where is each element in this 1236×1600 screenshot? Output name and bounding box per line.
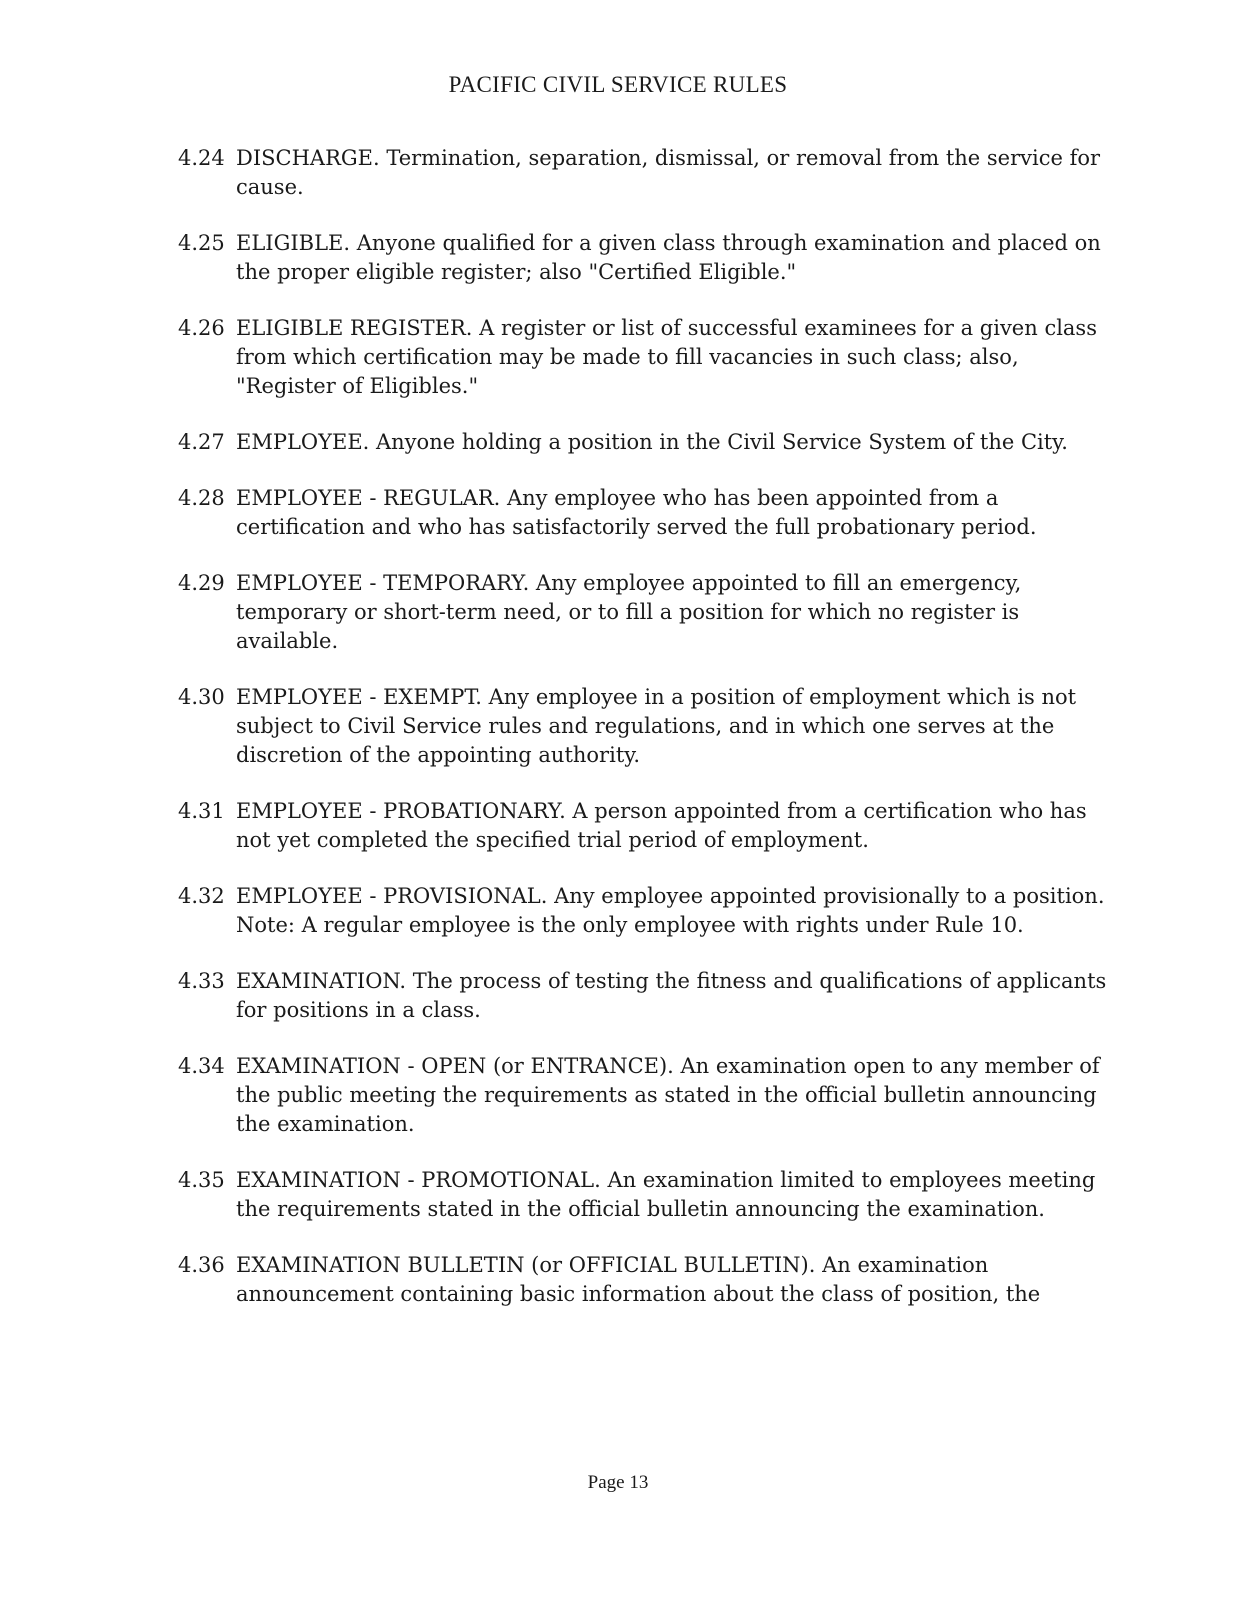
rule-entry	[178, 144, 1118, 202]
rule-text: EMPLOYEE - TEMPORARY. Any employee appointed to fill an emergency, temporary or short-term need, or to fill a position for which no register is available.	[236, 571, 1022, 653]
rule-text: EMPLOYEE - PROBATIONARY. A person appointed from a certification who has not yet completed the specified trial period of employment.	[236, 799, 1087, 852]
rule-number: 4.24	[178, 146, 225, 170]
rule-number: 4.27	[178, 430, 225, 454]
rule-text: EMPLOYEE - REGULAR. Any employee who has been appointed from a certification and who has satisfactorily served the full probationary period.	[236, 486, 1037, 539]
rule-text: EXAMINATION BULLETIN (or OFFICIAL BULLETIN). An examination announcement containing basic information about the class of position, the	[236, 1253, 1041, 1306]
rule-entry	[178, 1251, 1118, 1309]
rule-entry	[178, 967, 1118, 1025]
rule-text: EMPLOYEE - EXEMPT. Any employee in a position of employment which is not subject to Civil Service rules and regulations, and in which one serves at the discretion of the appointing authority.	[236, 685, 1077, 767]
rules-list	[178, 144, 1118, 1336]
page-number: Page 13	[587, 1472, 649, 1493]
rule-number: 4.36	[178, 1253, 225, 1277]
rule-entry	[178, 229, 1118, 287]
rule-text: EXAMINATION. The process of testing the fitness and qualifications of applicants for positions in a class.	[236, 969, 1107, 1022]
rule-entry	[178, 1166, 1118, 1224]
rule-text: EMPLOYEE. Anyone holding a position in the Civil Service System of the City.	[236, 430, 1068, 454]
rule-number: 4.28	[178, 486, 225, 510]
rule-entry	[178, 569, 1118, 656]
rule-number: 4.35	[178, 1168, 225, 1192]
rule-text: ELIGIBLE REGISTER. A register or list of successful examinees for a given class from which certification may be made to fill vacancies in such class; also, "Register of Eligibles."	[236, 316, 1097, 398]
rule-number: 4.31	[178, 799, 225, 823]
rule-entry	[178, 484, 1118, 542]
rule-number: 4.32	[178, 884, 225, 908]
rule-text: EXAMINATION - OPEN (or ENTRANCE). An examination open to any member of the public meeting the requirements as stated in the official bulletin announcing the examination.	[236, 1054, 1100, 1136]
rule-entry	[178, 683, 1118, 770]
rule-number: 4.26	[178, 316, 225, 340]
rule-number: 4.25	[178, 231, 225, 255]
rule-text: DISCHARGE. Termination, separation, dismissal, or removal from the service for cause.	[236, 146, 1101, 199]
rule-text: EMPLOYEE - PROVISIONAL. Any employee appointed provisionally to a position. Note: A regular employee is the only employee with rights under Rule 10.	[236, 884, 1105, 937]
rule-entry	[178, 428, 1118, 457]
rule-entry	[178, 882, 1118, 940]
rule-entry	[178, 314, 1118, 401]
page-header: PACIFIC CIVIL SERVICE RULES	[448, 72, 788, 97]
rule-text: EXAMINATION - PROMOTIONAL. An examination limited to employees meeting the requirements stated in the official bulletin announcing the examination.	[236, 1168, 1096, 1221]
rule-number: 4.33	[178, 969, 225, 993]
rule-number: 4.29	[178, 571, 225, 595]
rule-entry	[178, 797, 1118, 855]
rule-text: ELIGIBLE. Anyone qualified for a given class through examination and placed on the proper eligible register; also "Certified Eligible."	[236, 231, 1101, 284]
rule-entry	[178, 1052, 1118, 1139]
rule-number: 4.30	[178, 685, 225, 709]
rule-number: 4.34	[178, 1054, 225, 1078]
